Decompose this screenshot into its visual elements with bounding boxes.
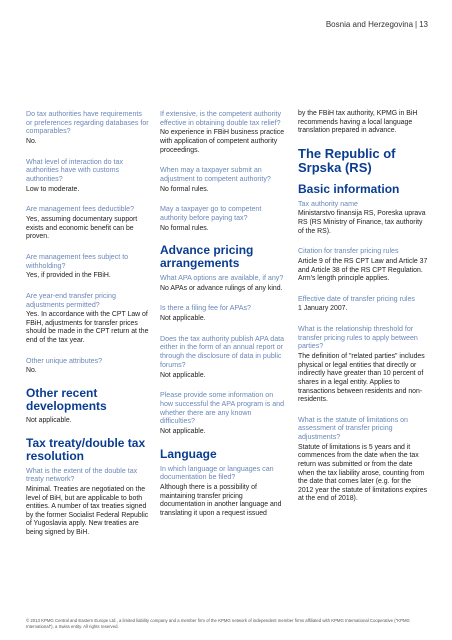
question: Are year-end transfer pricing adjustments permitted? bbox=[26, 291, 116, 309]
answer: The definition of "related parties" includes physical or legal entities that directly or indirectly have greater than 10 percent of shares in a legal entity. Applies to transactions between residents and non-residents. bbox=[298, 353, 425, 404]
answer: Low to moderate. bbox=[26, 185, 80, 193]
answer: No APAs or advance rulings of any kind. bbox=[160, 284, 283, 292]
question: What is the relationship threshold for transfer pricing rules to apply between parties? bbox=[298, 325, 418, 351]
answer: Yes, assuming documentary support exists and economic benefit can be proven. bbox=[26, 216, 138, 241]
section-title: Bosnia and Herzegovina bbox=[325, 20, 414, 29]
answer: Not applicable. bbox=[160, 428, 206, 435]
answer: Not applicable. bbox=[26, 416, 72, 424]
column-2 bbox=[160, 110, 288, 529]
answer: Yes, if provided in the FBiH. bbox=[26, 272, 111, 280]
section-heading: Language bbox=[160, 446, 217, 461]
answer: Article 9 of the RS CPT Law and Article 37 and Article 38 of the RS CPT Regulation. Arm's length principle applies. bbox=[298, 257, 428, 283]
question: If extensive, is the competent authority effective in obtaining double tax relief? bbox=[160, 110, 282, 127]
question: Are management fees subject to withholding? bbox=[26, 252, 129, 270]
question: In which language or languages can documentation be filed? bbox=[160, 464, 274, 482]
question: Do tax authorities have requirements or preferences regarding databases for comparables? bbox=[26, 110, 149, 136]
question: When may a taxpayer submit an adjustment to competent authority? bbox=[160, 166, 271, 183]
answer: 1 January 2007. bbox=[298, 305, 348, 313]
question: What is the extent of the double tax treaty network? bbox=[26, 466, 138, 484]
answer: Although there is a possibility of maintaining transfer pricing documentation in another language and translating it upon a request issued bbox=[160, 484, 282, 517]
section-heading: Tax treaty/double tax resolution bbox=[26, 435, 146, 463]
question: Is there a filing fee for APAs? bbox=[160, 304, 251, 313]
answer: Not applicable. bbox=[160, 315, 206, 323]
answer: No formal rules. bbox=[160, 185, 209, 193]
question: What APA options are available, if any? bbox=[160, 274, 284, 283]
section-heading: Other recent developments bbox=[26, 385, 107, 413]
copyright-footer: © 2013 KPMG Central and Eastern Europe Ltd., a limited liability company and a member firm of the KPMG network of independent member firms affiliated with KPMG International Cooperative ("KPMG International"), a Swiss entity. All rights reserved. bbox=[26, 618, 410, 629]
question: Tax authority name bbox=[298, 199, 358, 208]
question: Citation for transfer pricing rules bbox=[298, 247, 399, 256]
page-number: 13 bbox=[419, 20, 428, 29]
question: Does the tax authority publish APA data either in the form of an annual report or through the disclosure of data in public forums? bbox=[160, 334, 285, 369]
column-1 bbox=[26, 110, 150, 549]
answer: No experience in FBiH business practice with application of competent authority proceedings. bbox=[160, 129, 285, 154]
answer: Statute of limitations is 5 years and it commences from the date when the tax return was submitted or from the date when the tax liability arose, counting from the date that comes later (e.g. for the 2012 year the statute of limitations expires at the end of 2018). bbox=[298, 443, 428, 503]
answer: Not applicable. bbox=[160, 371, 206, 379]
column-3 bbox=[298, 110, 428, 515]
section-heading: Basic information bbox=[298, 181, 400, 196]
question: Effective date of transfer pricing rules bbox=[298, 294, 415, 303]
answer: Yes. In accordance with the CPT Law of FBiH, adjustments for transfer prices should be made in the CPT return at the end of the tax year. bbox=[26, 311, 149, 345]
section-heading: Advance pricing arrangements bbox=[160, 243, 254, 271]
question: May a taxpayer go to competent authority before paying tax? bbox=[160, 205, 262, 222]
answer: by the FBiH tax authority, KPMG in BiH recommends having a local language translation prepared in advance. bbox=[298, 110, 418, 135]
answer: No. bbox=[26, 138, 37, 146]
question: Are management fees deductible? bbox=[26, 205, 135, 214]
question: What is the statute of limitations on assessment of transfer pricing adjustments? bbox=[298, 415, 409, 442]
header-separator: | bbox=[415, 20, 418, 29]
question: What level of interaction do tax authorities have with customs authorities? bbox=[26, 157, 123, 184]
question: Other unique attributes? bbox=[26, 356, 103, 365]
answer: No. bbox=[26, 367, 37, 375]
answer: Minimal. Treaties are negotiated on the level of BiH, but are applicable to both entities. A number of tax treaties signed by the former Socialist Federal Republic of Yugoslavia apply. New treaties are being signed by BiH. bbox=[26, 485, 149, 536]
section-heading: The Republic of Srpska (RS) bbox=[298, 145, 396, 175]
answer: No formal rules. bbox=[160, 224, 209, 232]
question: Please provide some information on how successful the APA program is and whether there are any known difficulties? bbox=[160, 391, 285, 426]
answer: Ministarstvo finansija RS, Poreska uprava RS (RS Ministry of Finance, tax authority of the RS). bbox=[298, 210, 426, 235]
page-header bbox=[326, 20, 428, 29]
